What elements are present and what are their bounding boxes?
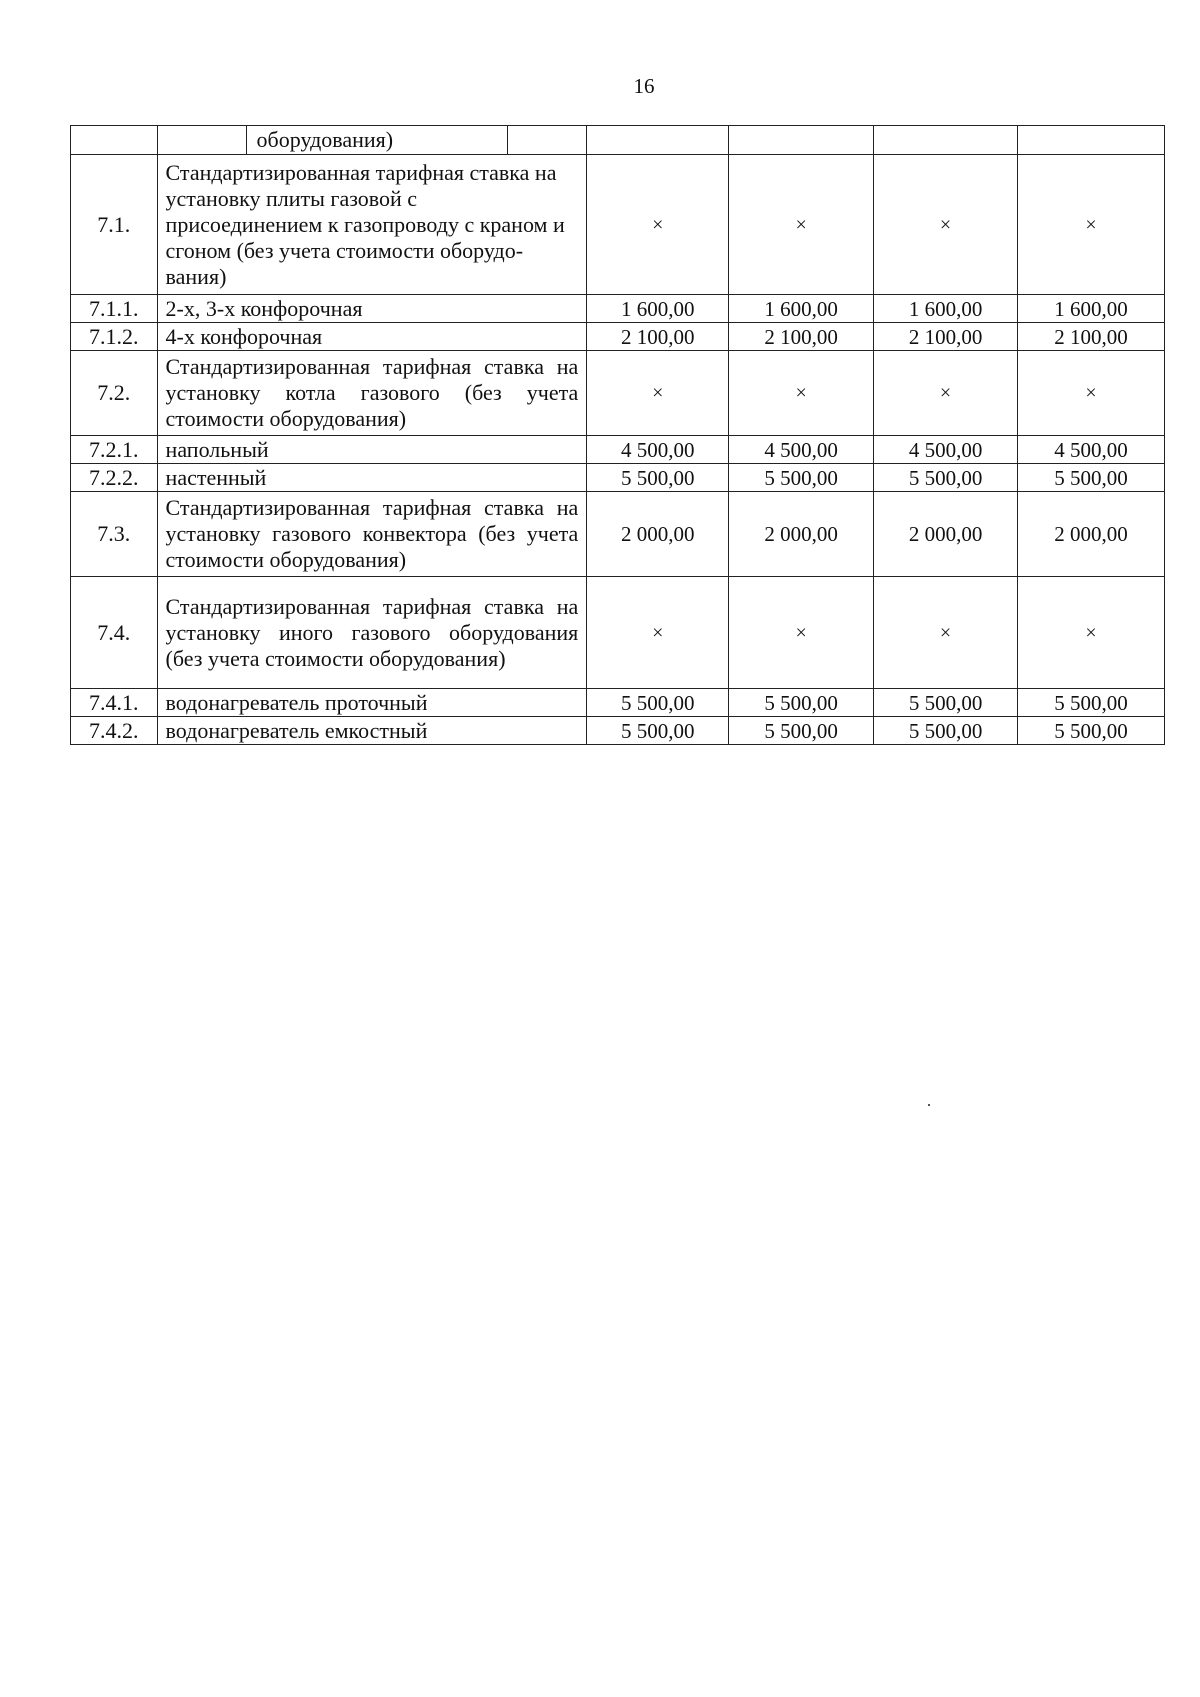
row-number: 7.4.1. (71, 689, 158, 717)
table-row (71, 577, 1165, 689)
row-value: × (729, 155, 874, 295)
table-row (71, 492, 1165, 577)
row-description: Стандартизированная тарифная ставка на установку котла газового (без учета стоимости оборудования) (157, 351, 587, 436)
row-value: × (874, 155, 1018, 295)
row-value: 1 600,00 (874, 295, 1018, 323)
row-value: × (1018, 351, 1165, 436)
row-value: 5 500,00 (1018, 717, 1165, 745)
continuation-num-cell (71, 126, 158, 155)
row-value: 5 500,00 (729, 464, 874, 492)
row-value: 4 500,00 (729, 436, 874, 464)
row-number: 7.2.2. (71, 464, 158, 492)
row-value: 4 500,00 (587, 436, 729, 464)
row-value: 2 000,00 (874, 492, 1018, 577)
continuation-inner-left (166, 126, 247, 154)
row-value: 2 100,00 (729, 323, 874, 351)
row-number: 7.4.2. (71, 717, 158, 745)
row-value: × (729, 351, 874, 436)
table-row (71, 436, 1165, 464)
row-number: 7.2.1. (71, 436, 158, 464)
row-value: 5 500,00 (1018, 689, 1165, 717)
continuation-value-cell (729, 126, 874, 155)
row-value: × (1018, 577, 1165, 689)
row-description: водонагреватель емкостный (157, 717, 587, 745)
row-value: × (587, 155, 729, 295)
row-value: 4 500,00 (1018, 436, 1165, 464)
row-value: 2 100,00 (587, 323, 729, 351)
table-row (71, 717, 1165, 745)
continuation-inner-right (507, 126, 578, 154)
row-number: 7.1.1. (71, 295, 158, 323)
row-value: 4 500,00 (874, 436, 1018, 464)
table-row (71, 464, 1165, 492)
row-number: 7.1. (71, 155, 158, 295)
table-row (71, 155, 1165, 295)
continuation-label: оборудования) (256, 127, 394, 152)
row-description: настенный (157, 464, 587, 492)
row-value: 2 000,00 (1018, 492, 1165, 577)
row-value: 5 500,00 (1018, 464, 1165, 492)
row-description: Стандартизированная тарифная ставка на установку плиты газовой с присоединением к газопроводу с краном и сгоном (без учета стоимости оборудо-вания) (157, 155, 587, 295)
table-row (71, 323, 1165, 351)
row-value: 1 600,00 (1018, 295, 1165, 323)
continuation-text-cell (157, 126, 587, 155)
row-description: 2-х, 3-х конфорочная (157, 295, 587, 323)
table-row (71, 689, 1165, 717)
row-description: Стандартизированная тарифная ставка на установку иного газового оборудования (без учета стоимости оборудования) (157, 577, 587, 689)
row-value: × (587, 351, 729, 436)
row-description: водонагреватель проточный (157, 689, 587, 717)
row-description: Стандартизированная тарифная ставка на установку газового конвектора (без учета стоимости оборудования) (157, 492, 587, 577)
tariff-table (70, 125, 1165, 745)
row-number: 7.1.2. (71, 323, 158, 351)
row-value: 2 000,00 (729, 492, 874, 577)
row-value: 5 500,00 (587, 717, 729, 745)
row-value: × (874, 577, 1018, 689)
row-number: 7.3. (71, 492, 158, 577)
row-value: 5 500,00 (587, 464, 729, 492)
continuation-value-cell (587, 126, 729, 155)
continuation-value-cell (1018, 126, 1165, 155)
row-value: 1 600,00 (729, 295, 874, 323)
row-value: 5 500,00 (729, 717, 874, 745)
row-value: 2 100,00 (1018, 323, 1165, 351)
row-value: 2 000,00 (587, 492, 729, 577)
row-value: × (729, 577, 874, 689)
table-row (71, 295, 1165, 323)
continuation-value-cell (874, 126, 1018, 155)
row-number: 7.4. (71, 577, 158, 689)
row-value: 5 500,00 (874, 689, 1018, 717)
row-description: напольный (157, 436, 587, 464)
row-value: × (874, 351, 1018, 436)
row-value: 5 500,00 (874, 464, 1018, 492)
row-value: 1 600,00 (587, 295, 729, 323)
row-description: 4-х конфорочная (157, 323, 587, 351)
row-value: × (587, 577, 729, 689)
row-value: × (1018, 155, 1165, 295)
row-value: 5 500,00 (729, 689, 874, 717)
row-value: 2 100,00 (874, 323, 1018, 351)
table-row (71, 351, 1165, 436)
continuation-row (71, 126, 1165, 155)
scan-speck (928, 1104, 930, 1106)
row-number: 7.2. (71, 351, 158, 436)
row-value: 5 500,00 (587, 689, 729, 717)
row-value: 5 500,00 (874, 717, 1018, 745)
page-number: 16 (633, 74, 655, 98)
